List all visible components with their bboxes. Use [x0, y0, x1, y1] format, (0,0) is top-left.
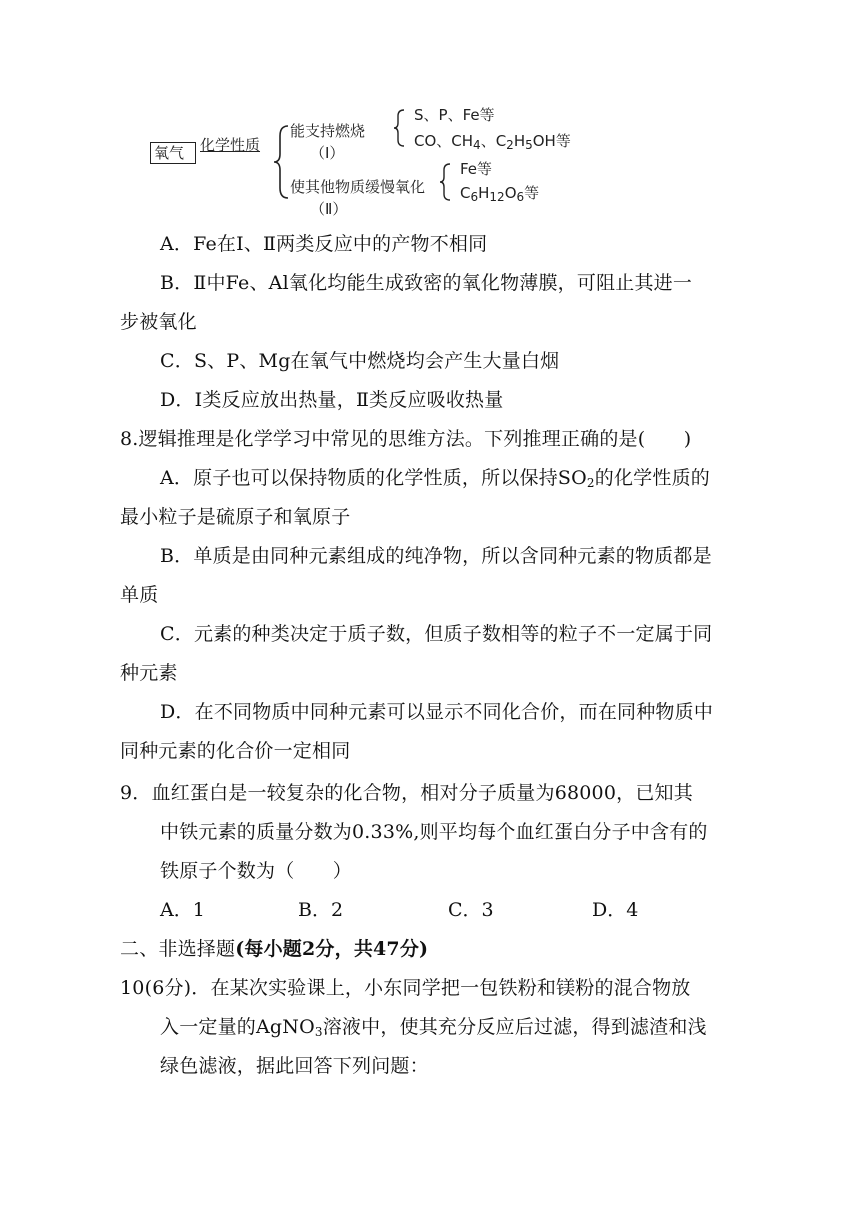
q8-option-d-line2: 同种元素的化合价一定相同 [120, 740, 351, 762]
main-brace [272, 124, 292, 200]
q8-option-c-line2: 种元素 [120, 662, 178, 684]
branch1-brace [392, 108, 408, 148]
chem-property-label: 化学性质 [200, 136, 261, 154]
q10-line3: 绿色滤液，据此回答下列问题： [160, 1055, 429, 1077]
q9-option-d: D．4 [592, 899, 639, 921]
branch2-tag: （Ⅱ） [310, 200, 348, 218]
q9-option-a: A．1 [160, 899, 205, 921]
branch2-example-2: $C_6H_{12}O_6$等 [460, 184, 540, 204]
q10-line1: 10(6分)．在某次实验课上，小东同学把一包铁粉和镁粉的混合物放 [120, 977, 691, 999]
branch1-example-1: S、P、Fe等 [414, 106, 495, 124]
branch2-brace [438, 162, 454, 202]
q8-stem: 8.逻辑推理是化学学习中常见的思维方法。下列推理正确的是( ) [120, 428, 692, 450]
q8-option-a-line2: 最小粒子是硫原子和氧原子 [120, 506, 351, 528]
q9-stem-line3: 铁原子个数为（ ） [160, 860, 353, 882]
oxygen-properties-diagram [140, 96, 580, 224]
branch1-example-2: CO、$CH_4$、$C_2H_5OH$等 [414, 132, 571, 152]
oxygen-label: 氧气 [154, 144, 185, 162]
q7-option-b-line1: B．Ⅱ中Fe、Al氧化均能生成致密的氧化物薄膜，可阻止其进一 [160, 272, 693, 294]
q8-option-a-line1: A．原子也可以保持物质的化学性质，所以保持$SO_2$的化学性质的 [160, 467, 710, 490]
q9-stem-line2: 中铁元素的质量分数为0.33%,则平均每个血红蛋白分子中含有的 [160, 821, 708, 843]
branch1-tag: （Ⅰ） [310, 144, 345, 162]
q8-option-b-line1: B．单质是由同种元素组成的纯净物，所以含同种元素的物质都是 [160, 545, 712, 567]
q8-option-d-line1: D．在不同物质中同种元素可以显示不同化合价，而在同种物质中 [160, 701, 714, 723]
branch2-example-1: Fe等 [460, 160, 493, 178]
q7-option-d: D．Ⅰ类反应放出热量，Ⅱ类反应吸收热量 [160, 389, 504, 411]
branch2-label: 使其他物质缓慢氧化 [290, 178, 426, 196]
q8-option-c-line1: C．元素的种类决定于质子数，但质子数相等的粒子不一定属于同 [160, 623, 713, 645]
section-2-heading: 二、非选择题(每小题2分，共47分) [120, 938, 429, 960]
branch1-label: 能支持燃烧 [290, 122, 366, 140]
q7-option-c: C．S、P、Mg在氧气中燃烧均会产生大量白烟 [160, 350, 560, 372]
q10-line2: 入一定量的AgNO$_3$溶液中，使其充分反应后过滤，得到滤渣和浅 [160, 1016, 707, 1039]
q9-option-b: B．2 [298, 899, 344, 921]
q8-option-b-line2: 单质 [120, 584, 159, 606]
q7-option-b-line2: 步被氧化 [120, 311, 197, 333]
q9-option-c: C．3 [448, 899, 494, 921]
q7-option-a: A．Fe在Ⅰ、Ⅱ两类反应中的产物不相同 [160, 233, 488, 255]
q9-stem-line1: 9．血红蛋白是一较复杂的化合物，相对分子质量为68000，已知其 [120, 782, 693, 804]
